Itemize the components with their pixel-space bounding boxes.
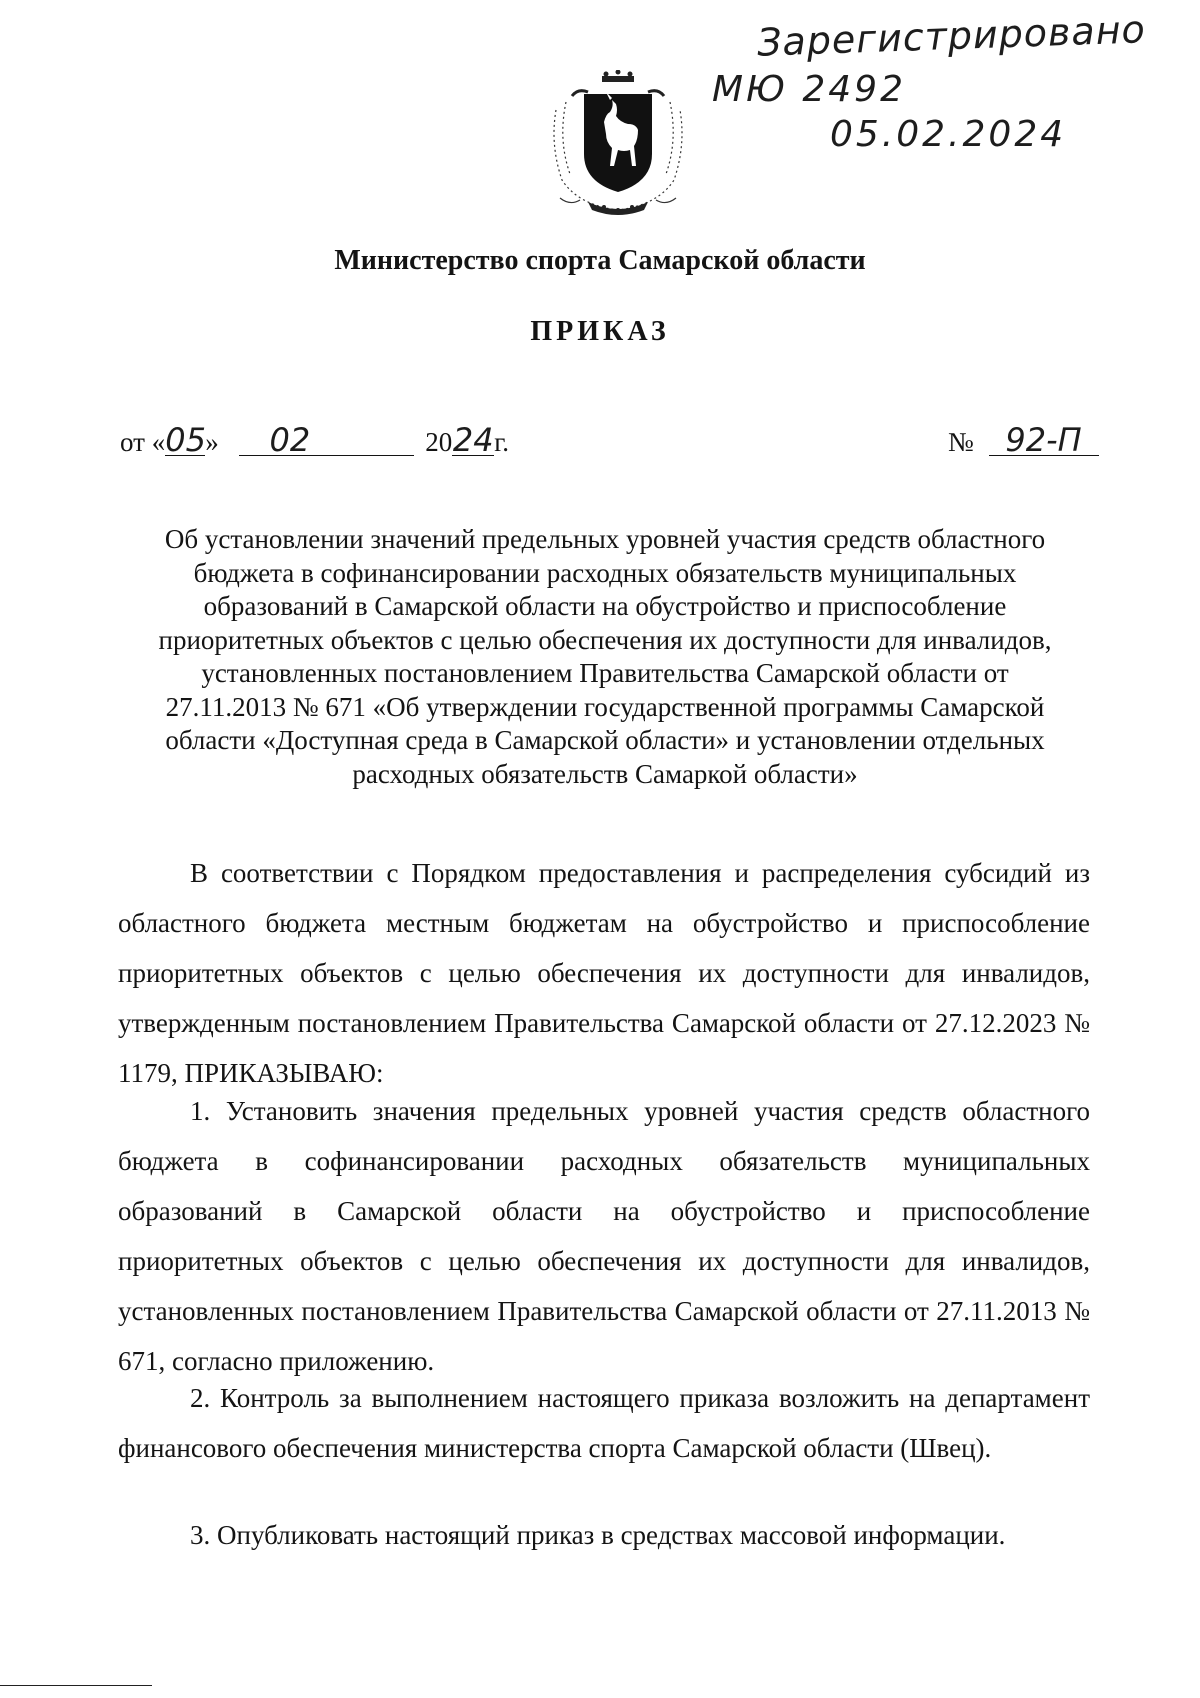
- order-number-label: №: [948, 427, 974, 457]
- subject-line: приоритетных объектов с целью обеспечения их доступности для инвалидов,: [158, 624, 1052, 655]
- body-intro: [118, 848, 1090, 1098]
- body-item-3: [118, 1510, 1090, 1560]
- date-year-suffix: 24: [452, 421, 494, 459]
- date-year-prefix: 20: [425, 427, 453, 457]
- registration-note-line1: Зарегистрировано: [756, 7, 1147, 65]
- date-month: 02: [239, 425, 414, 456]
- body-item-1: [118, 1086, 1090, 1386]
- subject-line: области «Доступная среда в Самарской области» и установлении отдельных: [165, 725, 1045, 755]
- body-item-2: [118, 1373, 1090, 1473]
- order-date: [120, 421, 509, 459]
- registration-note: [712, 7, 1162, 164]
- date-day: 05: [165, 421, 206, 459]
- order-title: ПРИКАЗ: [530, 316, 670, 347]
- body-item-3-text: 3. Опубликовать настоящий приказ в средствах массовой информации.: [190, 1520, 1006, 1550]
- body-item-2-text: 2. Контроль за выполнением настоящего приказа возложить на департамент финансового обеспечения министерства спорта Самарской области (Швец).: [118, 1383, 1090, 1463]
- ministry-name: Министерство спорта Самарской области: [334, 245, 866, 276]
- body-intro-text: В соответствии с Порядком предоставления и распределения субсидий из областного бюджета местным бюджетам на обустройство и приспособление приоритетных объектов с целью обеспечения их доступности для инвалидов, утвержденным постановлением Правительства Самарской области от 27.12.2023 № 1179, ПРИКАЗЫВАЮ:: [118, 858, 1090, 1088]
- subject-line: 27.11.2013 № 671 «Об утверждении государственной программы Самарской: [165, 691, 1045, 722]
- order-subject: [120, 523, 1090, 791]
- subject-line: установленных постановлением Правительства Самарской области от: [201, 658, 1009, 688]
- subject-line: Об установлении значений предельных уровней участия средств областного: [164, 524, 1046, 554]
- subject-line: образований в Самарской области на обустройство и приспособление: [203, 591, 1007, 621]
- date-prefix: от «: [120, 427, 166, 457]
- date-quote-close: »: [205, 427, 219, 457]
- subject-line: расходных обязательств Самаркой области»: [352, 758, 858, 789]
- order-number: [948, 421, 1099, 459]
- footnote-divider: [0, 1685, 152, 1686]
- order-number-value: 92-П: [989, 425, 1099, 456]
- registration-note-line3: 05.02.2024: [830, 114, 1067, 155]
- coat-of-arms-icon: [548, 70, 688, 220]
- body-item-1-text: 1. Установить значения предельных уровней участия средств областного бюджета в софинансировании расходных обязательств муниципальных образований в Самарской области на обустройство и приспособление приоритетных объектов с целью обеспечения их доступности для инвалидов, установленных постановлением Правительства Самарской области от 27.11.2013 № 671, согласно приложению.: [118, 1096, 1090, 1376]
- subject-line: бюджета в софинансировании расходных обязательств муниципальных: [193, 557, 1017, 588]
- registration-note-line2: МЮ 2492: [712, 69, 906, 110]
- date-year-end: г.: [494, 427, 509, 457]
